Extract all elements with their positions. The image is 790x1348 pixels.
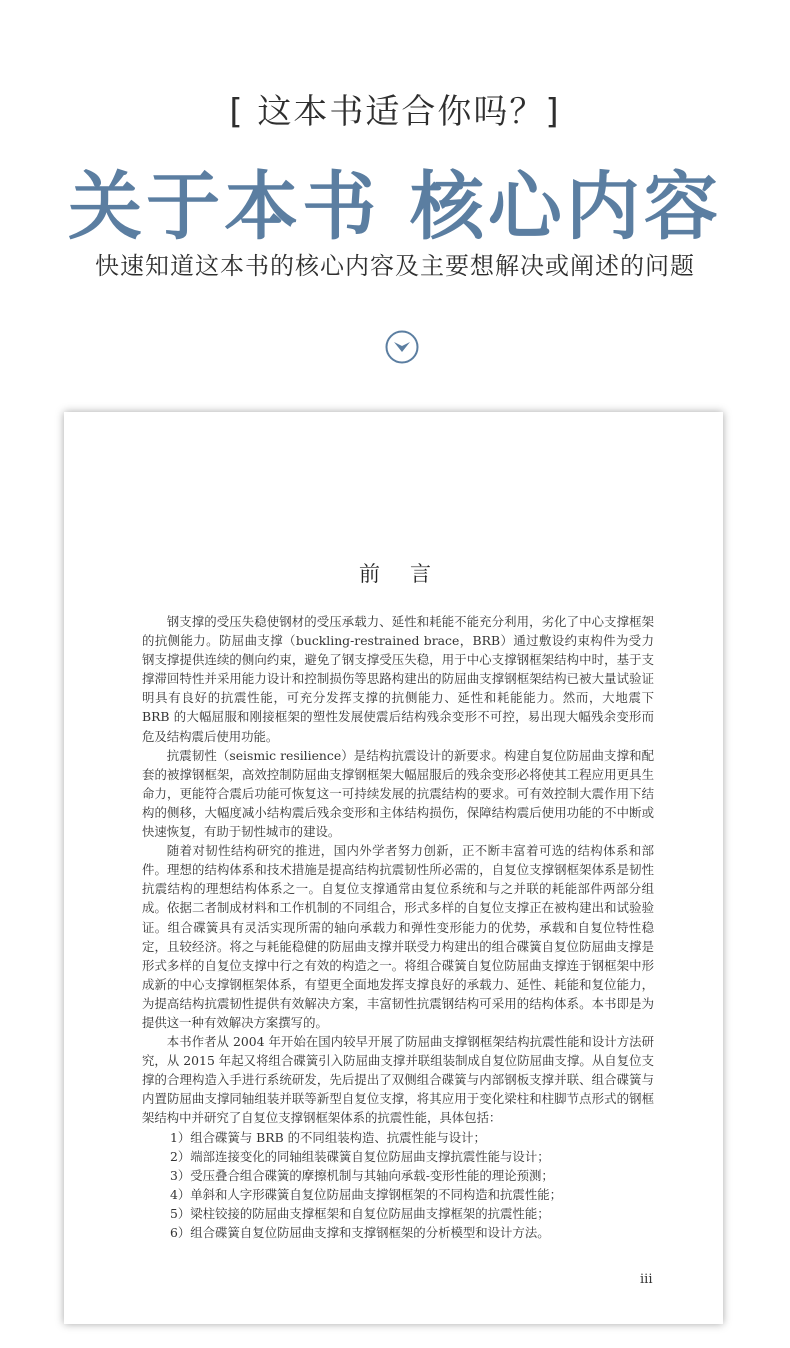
subtitle: 快速知道这本书的核心内容及主要想解决或阐述的问题 <box>95 252 695 280</box>
list-item: 2）端部连接变化的同轴组装碟簧自复位防屈曲支撑抗震性能与设计； <box>170 1148 550 1164</box>
paragraph: 抗震韧性（seismic resilience）是结构抗震设计的新要求。构建自复位防屈曲支撑和配套的被撑钢框架，高效控制防屈曲支撑钢框架大幅屈服后的残余变形必将使其工程应用更具生命力，更能符合震后功能可恢复这一可持续发展的抗震结构的要求。可有效控制大震作用下结构的侧移，大幅度减小结构震后残余变形和主体结构损伤，保障结构震后使用功能的不中断或快速恢复，有助于韧性城市的建设。 <box>142 747 654 840</box>
paragraph: 钢支撑的受压失稳使钢材的受压承载力、延性和耗能不能充分利用，劣化了中心支撑框架的抗侧能力。防屈曲支撑（buckling-restrained brace，BRB）通过敷设约束构件为受力钢支撑提供连续的侧向约束，避免了钢支撑受压失稳，用于中心支撑钢框架结构中时，基于支撑滞回特性并采用能力设计和控制损伤等思路构建出的防屈曲支撑钢框架结构已被大量试验证明具有良好的抗震性能，可充分发挥支撑的抗侧能力、延性和耗能能力。然而，大地震下 BRB 的大幅屈服和刚接框架的塑性发展使震后结构残余变形不可控，易出现大幅残余变形而危及结构震后使用功能。 <box>142 614 654 744</box>
page-number: iii <box>640 1272 653 1287</box>
main-title: 关于本书 核心内容 <box>68 164 722 250</box>
list-item: 5）梁柱铰接的防屈曲支撑框架和自复位防屈曲支撑框架的抗震性能； <box>170 1205 550 1221</box>
document-body <box>142 612 654 1242</box>
list-item: 3）受压叠合组合碟簧的摩擦机制与其轴向承载-变形性能的理论预测； <box>170 1167 554 1183</box>
paragraph: 随着对韧性结构研究的推进，国内外学者努力创新，正不断丰富着可选的结构体系和部件。理想的结构体系和技术措施是提高结构抗震韧性所必需的，自复位支撑钢框架体系是韧性抗震结构的理想结构体系之一。自复位支撑通常由复位系统和与之并联的耗能部件两部分组成。依据二者制成材料和工作机制的不同组合，形式多样的自复位支撑正在被构建出和试验验证。组合碟簧具有灵活实现所需的轴向承载力和弹性变形能力的优势，承载和自复位特性稳定，且较经济。将之与耗能稳健的防屈曲支撑并联受力构建出的组合碟簧自复位防屈曲支撑是形式多样的自复位支撑中行之有效的构造之一。将组合碟簧自复位防屈曲支撑连于钢框架中形成新的中心支撑钢框架体系，有望更全面地发挥支撑良好的承载力、延性、耗能和复位能力，为提高结构抗震韧性提供有效解决方案，丰富韧性抗震钢结构可采用的结构体系。本书即是为提供这一种有效解决方案撰写的。 <box>142 843 654 1030</box>
list-item: 6）组合碟簧自复位防屈曲支撑和支撑钢框架的分析模型和设计方法。 <box>170 1225 550 1240</box>
bracket-title: [ 这本书适合你吗？] <box>229 92 561 132</box>
list-item: 1）组合碟簧与 BRB 的不同组装构造、抗震性能与设计； <box>170 1129 486 1145</box>
paragraph: 本书作者从 2004 年开始在国内较早开展了防屈曲支撑钢框架结构抗震性能和设计方法研究，从 2015 年起又将组合碟簧引入防屈曲支撑并联组装制成自复位防屈曲支撑。从自复位支撑的合理构造入手进行系统研发，先后提出了双侧组合碟簧与内部钢板支撑并联、组合碟簧与内置防屈曲支撑同轴组装并联等新型自复位支撑，将其应用于变化梁柱和柱脚节点形式的钢框架结构中并研究了自复位支撑钢框架体系的抗震性能，具体包括： <box>142 1034 654 1126</box>
document-heading: 前言 <box>359 562 461 586</box>
chevron-down-circle-icon[interactable] <box>385 330 419 364</box>
list-item: 4）单斜和人字形碟簧自复位防屈曲支撑钢框架的不同构造和抗震性能； <box>170 1186 562 1202</box>
